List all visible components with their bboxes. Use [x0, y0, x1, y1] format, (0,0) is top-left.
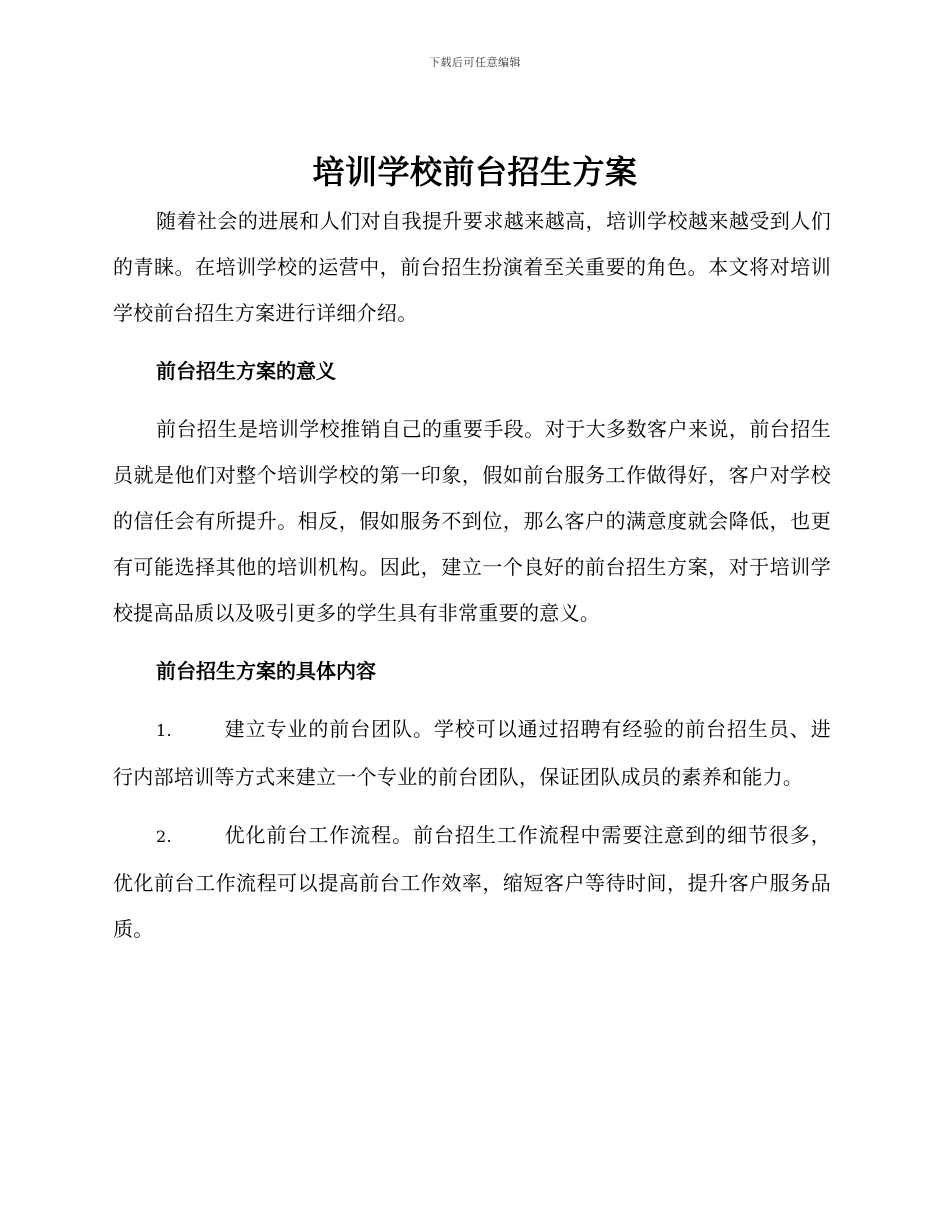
document-title: 培训学校前台招生方案: [312, 153, 638, 191]
significance-paragraph: 前台招生是培训学校推销自己的重要手段。对于大多数客户来说，前台招生员就是他们对整个培训学校的第一印象，假如前台服务工作做得好，客户对学校的信任会有所提升。相反，假如服务不到位，那么客户的满意度就会降低，也更有可能选择其他的培训机构。因此，建立一个良好的前台招生方案，对于培训学校提高品质以及吸引更多的学生具有非常重要的意义。: [113, 417, 831, 625]
header-note: 下载后可任意编辑: [429, 56, 521, 69]
intro-paragraph: 随着社会的进展和人们对自我提升要求越来越高，培训学校越来越受到人们的青睐。在培训学校的运营中，前台招生扮演着至关重要的角色。本文将对培训学校前台招生方案进行详细介绍。: [113, 209, 831, 325]
spacer: [113, 800, 831, 812]
list-item-number: 2.: [156, 827, 172, 846]
spacer: [113, 694, 831, 706]
section-heading-content: 前台招生方案的具体内容: [156, 659, 376, 683]
list-item-text: 优化前台工作流程。前台招生工作流程中需要注意到的细节很多，优化前台工作流程可以提高前台工作效率，缩短客户等待时间，提升客户服务品质。: [113, 823, 831, 941]
spacer: [113, 636, 831, 648]
document-body: [113, 198, 831, 952]
spacer: [113, 336, 831, 348]
section-heading-significance: 前台招生方案的意义: [156, 359, 336, 383]
list-item: [113, 812, 831, 952]
list-item-number: 1.: [156, 721, 172, 740]
list-item-text: 建立专业的前台团队。学校可以通过招聘有经验的前台招生员、进行内部培训等方式来建立一个专业的前台团队，保证团队成员的素养和能力。: [113, 717, 831, 789]
spacer: [113, 394, 831, 406]
list-item: [113, 706, 831, 800]
